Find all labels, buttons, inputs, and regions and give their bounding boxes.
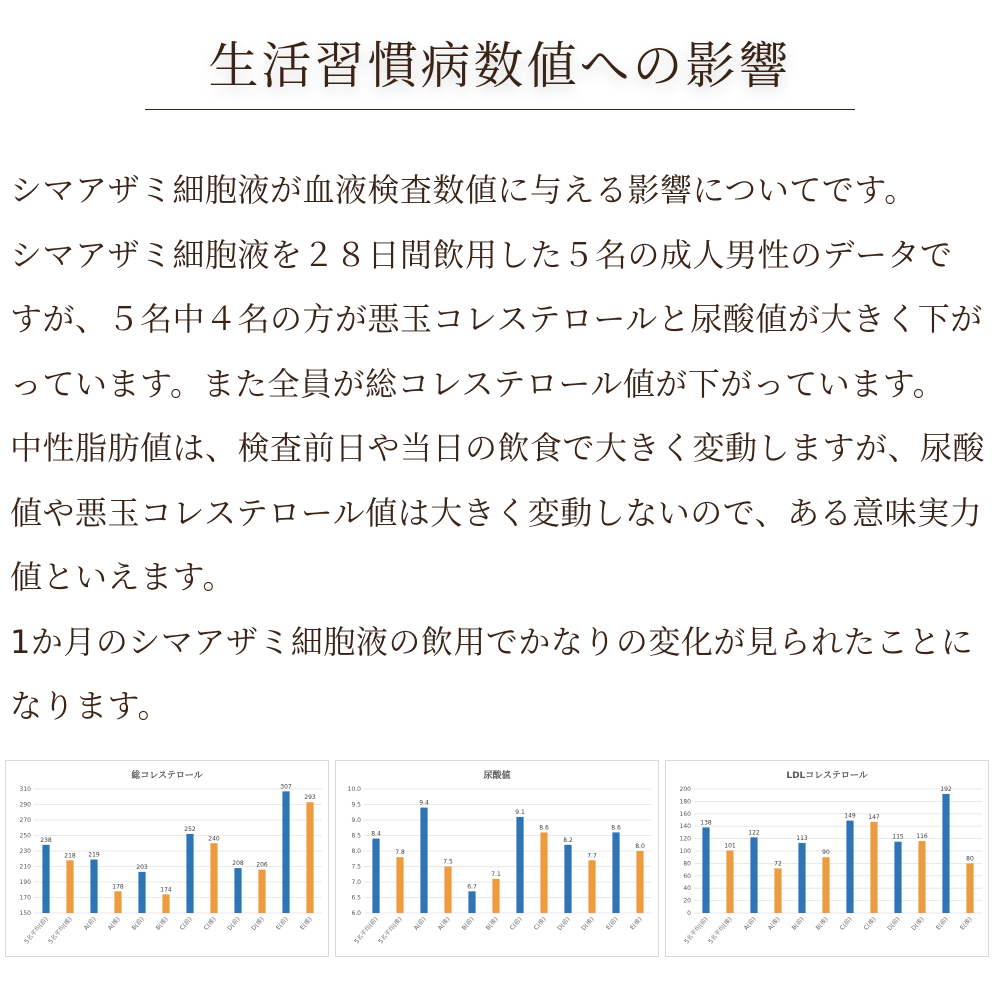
x-tick-label: D(後) bbox=[580, 915, 596, 933]
bar bbox=[282, 791, 289, 913]
bar bbox=[774, 868, 781, 913]
x-tick-label: 5名平均(後) bbox=[377, 915, 404, 946]
bar bbox=[468, 891, 475, 913]
y-tick-label: 10.0 bbox=[347, 786, 361, 793]
x-tick-label: E(後) bbox=[958, 915, 974, 932]
x-tick-label: 5名平均(前) bbox=[353, 915, 380, 946]
body-text bbox=[10, 158, 995, 739]
bar bbox=[612, 832, 619, 913]
bar bbox=[90, 860, 97, 913]
chart-title: 総コレステロール bbox=[131, 771, 203, 781]
data-label: 208 bbox=[232, 860, 244, 868]
data-label: 219 bbox=[88, 851, 100, 859]
x-tick-label: E(後) bbox=[628, 915, 644, 932]
bar bbox=[564, 845, 571, 913]
x-tick-label: C(後) bbox=[532, 915, 548, 932]
x-tick-label: D(後) bbox=[250, 915, 266, 933]
y-tick-label: 290 bbox=[19, 801, 31, 809]
y-tick-label: 160 bbox=[679, 810, 691, 818]
bar bbox=[306, 802, 313, 913]
bar bbox=[258, 870, 265, 913]
bar bbox=[396, 857, 403, 913]
title-underline bbox=[145, 109, 855, 110]
chart-title: LDLコレステロール bbox=[786, 771, 868, 781]
x-tick-label: D(前) bbox=[226, 915, 242, 933]
data-label: 113 bbox=[796, 834, 808, 842]
x-tick-label: A(前) bbox=[82, 915, 98, 932]
x-tick-label: D(後) bbox=[910, 915, 926, 933]
x-tick-label: E(後) bbox=[298, 915, 314, 932]
bar bbox=[636, 851, 643, 913]
x-tick-label: A(後) bbox=[436, 915, 452, 932]
bar bbox=[492, 879, 499, 913]
paragraph-line: 値や悪玉コレステロール値は大きく変動しないので、ある意味実力 bbox=[10, 493, 983, 532]
data-label: 138 bbox=[700, 819, 712, 827]
y-tick-label: 270 bbox=[19, 817, 31, 824]
data-label: 122 bbox=[748, 829, 760, 837]
chart-total-cholesterol bbox=[5, 760, 329, 957]
data-label: 8.0 bbox=[635, 843, 645, 850]
paragraph-line: なります。 bbox=[10, 687, 170, 725]
x-tick-label: A(後) bbox=[106, 915, 122, 932]
data-label: 80 bbox=[966, 855, 974, 863]
data-label: 178 bbox=[112, 883, 124, 891]
bar bbox=[822, 857, 829, 913]
paragraph-line: すが、５名中４名の方が悪玉コレステロールと尿酸値が大きく下が bbox=[10, 300, 983, 338]
y-tick-label: 310 bbox=[19, 786, 31, 793]
y-tick-label: 120 bbox=[679, 835, 691, 843]
y-tick-label: 8.0 bbox=[351, 848, 361, 855]
data-label: 206 bbox=[256, 861, 268, 869]
x-tick-label: E(前) bbox=[274, 915, 290, 932]
bar bbox=[210, 843, 217, 913]
bar bbox=[942, 794, 949, 913]
page-title-block bbox=[145, 28, 855, 112]
y-tick-label: 9.0 bbox=[351, 817, 361, 824]
bar bbox=[894, 842, 901, 913]
y-tick-label: 200 bbox=[679, 786, 691, 793]
bar bbox=[702, 827, 709, 913]
data-label: 149 bbox=[844, 812, 856, 820]
chart-ldl-cholesterol bbox=[665, 760, 989, 957]
x-tick-label: C(後) bbox=[862, 915, 878, 932]
data-label: 8.4 bbox=[371, 830, 381, 838]
bar bbox=[162, 894, 169, 913]
bar bbox=[444, 867, 451, 914]
y-tick-label: 150 bbox=[19, 910, 31, 917]
data-label: 9.4 bbox=[419, 799, 429, 807]
y-tick-label: 8.5 bbox=[351, 832, 361, 840]
paragraph-line: シマアザミ細胞液が血液検査数値に与える影響についてです。 bbox=[10, 171, 917, 209]
data-label: 252 bbox=[184, 825, 196, 833]
bar bbox=[372, 839, 379, 913]
x-tick-label: A(前) bbox=[412, 915, 428, 932]
x-tick-label: 5名平均(前) bbox=[683, 915, 710, 946]
paragraph-line: 値といえます。 bbox=[10, 558, 235, 596]
y-tick-label: 9.5 bbox=[351, 801, 361, 809]
data-label: 8.6 bbox=[611, 824, 621, 832]
y-tick-label: 60 bbox=[683, 872, 691, 880]
data-label: 7.5 bbox=[443, 858, 453, 866]
y-tick-label: 7.0 bbox=[351, 879, 361, 886]
x-tick-label: 5名平均(前) bbox=[23, 915, 50, 946]
bar bbox=[750, 837, 757, 913]
data-label: 307 bbox=[280, 783, 292, 791]
bar bbox=[588, 860, 595, 913]
data-label: 72 bbox=[774, 860, 782, 868]
bar bbox=[846, 821, 853, 913]
y-tick-label: 180 bbox=[679, 798, 691, 806]
data-label: 7.7 bbox=[587, 852, 597, 860]
bar bbox=[66, 860, 73, 913]
x-tick-label: B(後) bbox=[814, 915, 830, 932]
data-label: 240 bbox=[208, 835, 220, 843]
y-tick-label: 80 bbox=[683, 860, 691, 868]
paragraph-line: シマアザミ細胞液を２８日間飲用した５名の成人男性のデータで bbox=[10, 235, 953, 274]
chart-uric-acid bbox=[335, 760, 659, 957]
bar bbox=[516, 817, 523, 913]
charts-row bbox=[5, 760, 995, 960]
x-tick-label: C(後) bbox=[202, 915, 218, 932]
x-tick-label: B(前) bbox=[790, 915, 806, 932]
y-tick-label: 230 bbox=[19, 848, 31, 855]
bar bbox=[138, 872, 145, 913]
data-label: 6.7 bbox=[467, 883, 477, 891]
bar bbox=[234, 868, 241, 913]
chart-uric-acid-svg bbox=[336, 761, 658, 956]
bar bbox=[114, 891, 121, 913]
paragraph-line: 中性脂肪値は、検査前日や当日の飲食で大きく変動しますが、尿酸 bbox=[10, 429, 986, 467]
x-tick-label: B(前) bbox=[130, 915, 146, 932]
y-tick-label: 7.5 bbox=[351, 863, 361, 871]
x-tick-label: 5名平均(後) bbox=[707, 915, 734, 946]
bar bbox=[420, 808, 427, 913]
x-tick-label: C(前) bbox=[508, 915, 524, 932]
bar bbox=[42, 845, 49, 913]
bar bbox=[726, 850, 733, 913]
x-tick-label: C(前) bbox=[178, 915, 194, 932]
data-label: 174 bbox=[160, 886, 172, 894]
data-label: 8.2 bbox=[563, 836, 573, 844]
bar bbox=[798, 843, 805, 913]
y-tick-label: 40 bbox=[683, 885, 691, 893]
x-tick-label: A(後) bbox=[766, 915, 782, 932]
x-tick-label: B(後) bbox=[154, 915, 170, 932]
x-tick-label: C(前) bbox=[838, 915, 854, 932]
data-label: 115 bbox=[892, 833, 904, 841]
data-label: 90 bbox=[822, 849, 830, 857]
data-label: 101 bbox=[724, 842, 736, 850]
bar bbox=[540, 832, 547, 913]
bar bbox=[186, 834, 193, 913]
x-tick-label: 5名平均(後) bbox=[47, 915, 74, 946]
x-tick-label: E(前) bbox=[604, 915, 620, 932]
data-label: 218 bbox=[64, 852, 76, 860]
page-title: 生活習慣病数値への影響 bbox=[208, 37, 792, 95]
data-label: 192 bbox=[940, 785, 952, 793]
y-tick-label: 140 bbox=[679, 823, 691, 831]
chart-total-cholesterol-svg bbox=[6, 761, 328, 956]
paragraph-line: っています。また全員が総コレステロール値が下がっています。 bbox=[10, 364, 946, 403]
bar bbox=[918, 841, 925, 913]
chart-title: 尿酸値 bbox=[483, 771, 511, 781]
y-tick-label: 250 bbox=[19, 832, 31, 840]
x-tick-label: E(前) bbox=[934, 915, 950, 932]
chart-ldl-cholesterol-svg bbox=[666, 761, 988, 956]
y-tick-label: 100 bbox=[679, 848, 691, 855]
x-tick-label: D(前) bbox=[886, 915, 902, 933]
y-tick-label: 210 bbox=[19, 863, 31, 871]
y-tick-label: 190 bbox=[19, 879, 31, 886]
x-tick-label: B(前) bbox=[460, 915, 476, 932]
data-label: 8.6 bbox=[539, 824, 549, 832]
data-label: 238 bbox=[40, 836, 52, 844]
bar bbox=[966, 863, 973, 913]
x-tick-label: A(前) bbox=[742, 915, 758, 932]
y-tick-label: 6.0 bbox=[351, 910, 361, 917]
data-label: 203 bbox=[136, 863, 148, 871]
paragraph-line: 1か月のシマアザミ細胞液の飲用でかなりの変化が見られたことに bbox=[10, 622, 974, 661]
y-tick-label: 6.5 bbox=[351, 894, 361, 902]
data-label: 116 bbox=[916, 833, 928, 841]
y-tick-label: 170 bbox=[19, 894, 31, 902]
bar bbox=[870, 822, 877, 913]
data-label: 293 bbox=[304, 794, 316, 802]
x-tick-label: B(後) bbox=[484, 915, 500, 932]
data-label: 9.1 bbox=[515, 808, 525, 816]
y-tick-label: 20 bbox=[683, 897, 691, 905]
y-tick-label: 0 bbox=[687, 910, 691, 917]
data-label: 7.8 bbox=[395, 849, 405, 857]
data-label: 7.1 bbox=[491, 870, 501, 878]
data-label: 147 bbox=[868, 813, 880, 821]
x-tick-label: D(前) bbox=[556, 915, 572, 933]
